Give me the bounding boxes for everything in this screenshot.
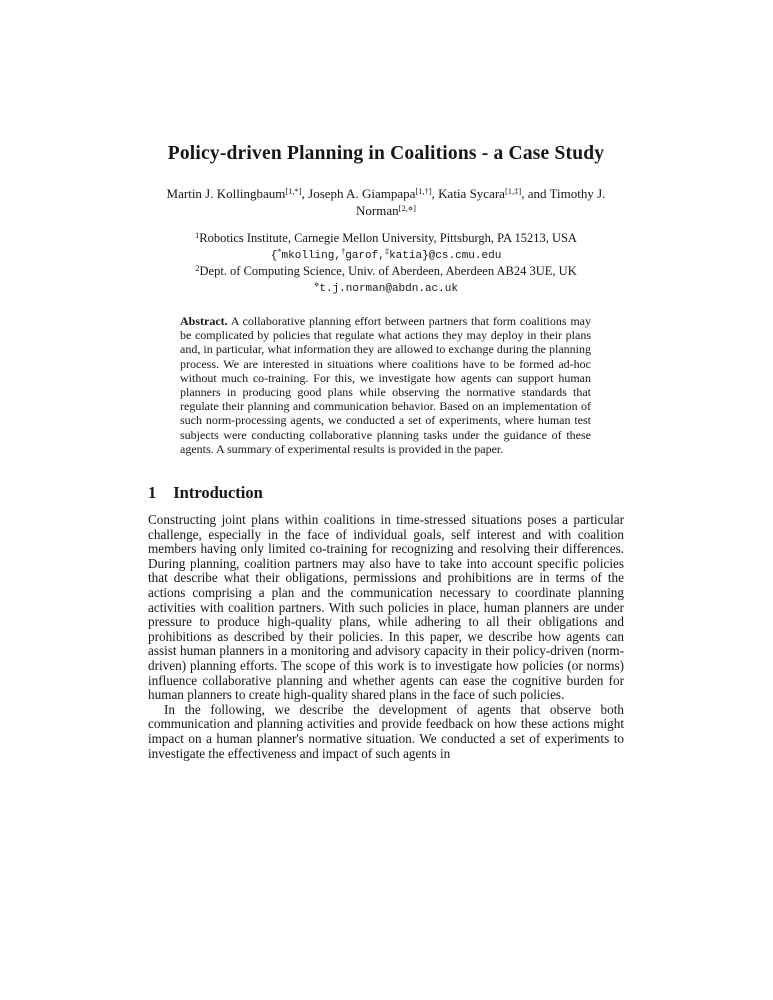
author-1-superscript: [1,*] (285, 186, 302, 196)
author-2-name: Joseph A. Giampapa (308, 186, 416, 201)
email-abdn-address: t.j.norman@abdn.ac.uk (319, 282, 458, 295)
author-2 (308, 186, 438, 201)
email-abdn-marker-diamond: ⋄ (314, 278, 320, 289)
author-1 (167, 186, 309, 201)
affiliations-block (148, 231, 624, 297)
author-line (148, 185, 624, 219)
abstract-text: A collaborative planning effort between partners that form coalitions may be complicated by policies that regulate what actions they may deploy in their plans and, in particular, what information they are allowed to exchange during the planning process. We are interested in situations where coalitions have to be formed ad-hoc without much co-training. For this, we investigate how agents can support human planners in producing good plans while observing the normative standards that regulate their planning and communication behavior. Based on an implementation of such norm-processing agents, we conducted a set of experiments, where human test subjects were conducting collaborative planning tasks under the guidance of these agents. A summary of experimental results is provided in the paper. (180, 314, 591, 456)
section-title: Introduction (173, 483, 263, 503)
affiliation-1-marker: 1 (195, 230, 200, 240)
email-cmu-user-3-domain: katia}@cs.cmu.edu (389, 249, 502, 262)
email-line-cmu (148, 247, 624, 265)
author-3-separator: , and (521, 186, 550, 201)
content-column (148, 0, 624, 761)
abstract-label: Abstract. (180, 314, 228, 328)
paper-title: Policy-driven Planning in Coalitions - a Case Study (167, 143, 605, 164)
paragraph-1: Constructing joint plans within coalitions in time-stressed situations poses a particular challenge, especially in the face of individual goals, self interest and with coalition members having only limited co-training for recognizing and resolving their differences. During planning, coalition partners may also have to take into account specific policies that describe what their obligations, permissions and prohibitions are in terms of the actions comprising a plan and the communication necessary to coordinate planning activities with coalition partners. With such policies in place, human planners are under pressure to produce high-quality plans, while adhering to all their obligations and prohibitions as described by their policies. In this paper, we describe how agents can assist human planners in a monitoring and advisory capacity in their policy-driven (norm-driven) planning efforts. The scope of this work is to investigate how policies (or norms) influence collaborative planning and whether agents can ease the cognitive burden for human planners to create high-quality shared plans in the face of such policies. (148, 512, 624, 703)
author-3-name: Katia Sycara (438, 186, 505, 201)
author-4-superscript: [2,⋄] (398, 203, 416, 213)
paragraph-2: In the following, we describe the development of agents that observe both communication and planning activities and provide feedback on how these actions might impact on a human planner's normative situation. We conducted a set of experiments to investigate the effectiveness and impact of such agents in (148, 701, 624, 761)
affiliation-2-text: Dept. of Computing Science, Univ. of Aberdeen, Aberdeen AB24 3UE, UK (199, 264, 577, 278)
author-1-separator: , (301, 186, 309, 201)
abstract-block (180, 314, 591, 456)
email-cmu-user-1: mkolling, (281, 249, 341, 262)
author-2-superscript: [1,†] (415, 186, 432, 196)
email-cmu-marker-asterisk: * (277, 245, 282, 256)
author-3-superscript: [1,‡] (504, 186, 522, 196)
author-3 (438, 186, 549, 201)
author-2-separator: , (431, 186, 439, 201)
affiliation-2 (148, 264, 624, 280)
author-4-name: Timothy J. Norman (356, 186, 606, 218)
email-cmu-marker-dagger: † (340, 245, 346, 256)
affiliation-1 (148, 231, 624, 247)
email-cmu-open-brace: { (270, 249, 278, 262)
email-line-abdn (148, 280, 624, 298)
author-1-name: Martin J. Kollingbaum (166, 186, 286, 201)
section-number: 1 (148, 483, 157, 503)
section-heading-introduction (148, 483, 624, 503)
email-cmu-marker-double-dagger: ‡ (384, 245, 390, 256)
affiliation-2-marker: 2 (195, 263, 200, 273)
email-cmu-user-2: garof, (345, 249, 385, 262)
affiliation-1-text: Robotics Institute, Carnegie Mellon University, Pittsburgh, PA 15213, USA (199, 231, 577, 245)
